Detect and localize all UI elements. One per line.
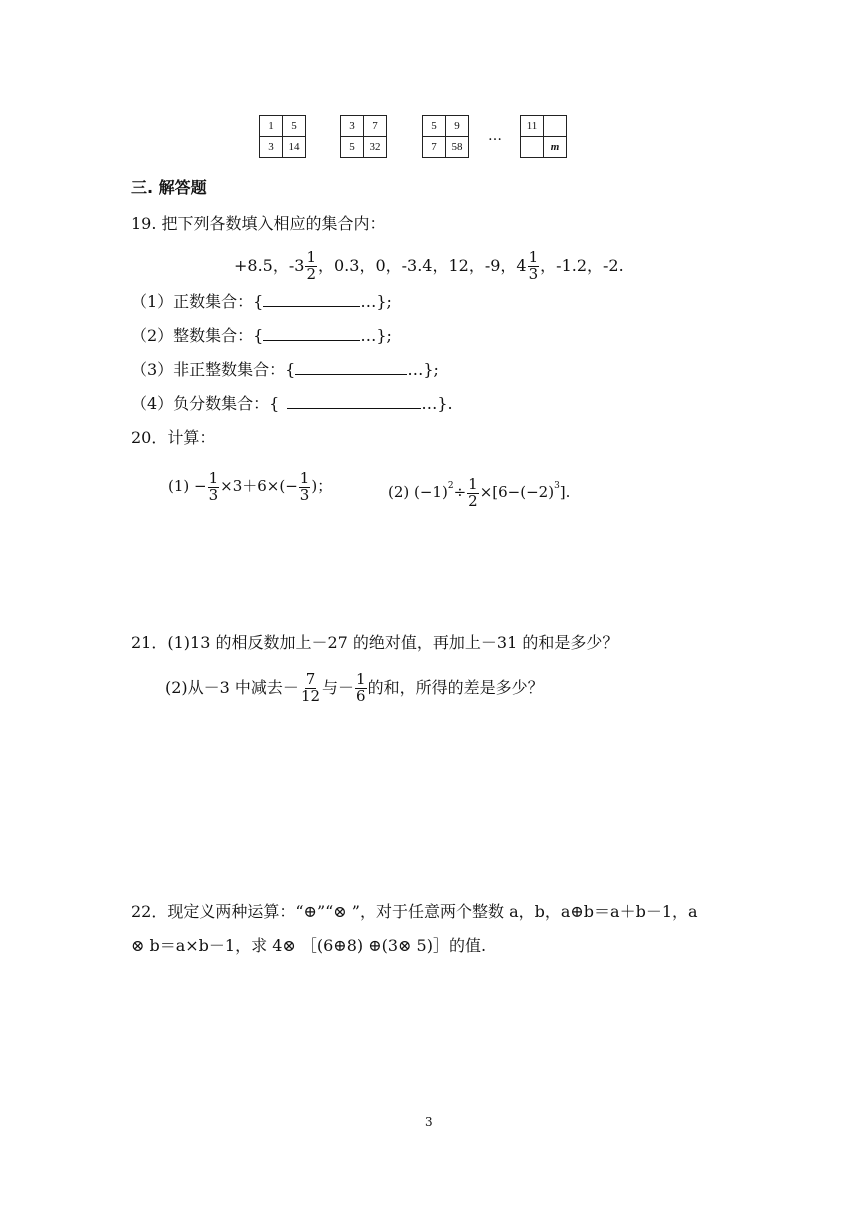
frac-den: 6 [356,687,366,705]
q19-numbers [234,246,624,286]
expr-text: ]. [559,483,571,501]
number-grid-1 [259,115,306,158]
fraction [208,468,220,504]
frac-num: 1 [356,670,366,689]
set-label: （1）正数集合：{ [131,292,264,311]
frac-den: 3 [528,265,539,283]
frac-den: 3 [208,485,219,504]
q22-line2: ⊗ b＝a×b－1，求 4⊗ ［(6⊕8) ⊕(3⊗ 5)］的值. [131,936,487,955]
frac-den: 12 [300,687,321,705]
fraction [355,672,367,705]
expr-text: 的和，所得的差是多少？ [367,678,544,697]
frac-num: 1 [468,474,478,493]
number-grid-4 [520,115,567,158]
set-end: …}; [360,326,392,345]
answer-blank[interactable] [263,326,360,341]
grid-cell: 11 [521,116,544,137]
frac-num: 7 [305,670,316,689]
set-end: …}; [360,292,392,311]
fraction [305,250,317,283]
grid-cell: 1 [260,116,283,137]
grid-cell: 7 [423,137,446,158]
grid-cell: 7 [364,116,387,137]
grid-cell: 32 [364,137,387,158]
set-positive [131,292,392,312]
fraction [467,474,479,510]
fraction [300,672,321,705]
frac-num: 1 [208,468,219,487]
expr-text: ×3＋6×(− [220,477,298,495]
grid-cell: 3 [341,116,364,137]
exponent: 3 [554,481,560,491]
grid-cell: 5 [341,137,364,158]
q19-stem: 19. 把下列各数填入相应的集合内： [131,214,386,233]
set-negative-fraction [131,394,453,414]
grid-cell-m: m [544,137,567,158]
grid-cell: 14 [283,137,306,158]
q20-stem: 20．计算： [131,428,216,447]
expr-text: ÷ [453,483,467,501]
grid-cell: 3 [260,137,283,158]
fraction [299,468,311,504]
answer-blank[interactable] [287,394,421,409]
frac-num: 1 [299,468,310,487]
frac-num: 1 [528,248,539,267]
expr-text: (1) − [168,477,207,495]
frac-den: 2 [306,265,316,283]
numbers-text: ，-1.2，-2. [540,256,624,275]
exponent: 2 [447,481,454,491]
grid-cell: 9 [446,116,469,137]
q22-line1: 22．现定义两种运算：“⊕”“⊗ ”，对于任意两个整数 a，b，a⊕b＝a＋b－1，a [131,902,698,921]
frac-den: 3 [299,485,310,504]
expr-text: )； [311,477,333,495]
grid-cell: 5 [423,116,446,137]
set-label: （2）整数集合：{ [131,326,264,345]
page-number: 3 [425,1115,433,1129]
q21-part1: 21．(1)13 的相反数加上－27 的绝对值，再加上－31 的和是多少？ [131,633,619,652]
grid-ellipsis: … [488,128,502,144]
expr-text: ×[6−(−2) [479,483,555,501]
fraction [528,250,540,283]
grid-cell: 5 [283,116,306,137]
numbers-text: ，0.3，0，-3.4，12，-9，4 [318,256,527,275]
q21-part2 [165,668,544,708]
set-label: （3）非正整数集合：{ [131,360,296,379]
expr-text: 与－ [322,678,355,697]
set-integer [131,326,392,346]
set-end: …}; [407,360,439,379]
grid-cell: 58 [446,137,469,158]
frac-den: 2 [468,491,478,510]
numbers-text: +8.5，-3 [234,256,305,275]
expr-text: (2)从－3 中减去－ [165,678,299,697]
answer-blank[interactable] [263,292,360,307]
number-grid-3 [422,115,469,158]
set-end: …}. [421,394,453,413]
set-label: （4）负分数集合：{ [131,394,280,413]
expr-text: (2) (−1) [388,483,448,501]
grid-cell [544,116,567,137]
q20-part1 [168,466,332,506]
frac-num: 1 [306,248,316,267]
grid-cell [521,137,544,158]
set-nonpositive-integer [131,360,439,380]
number-grid-2 [340,115,387,158]
answer-blank[interactable] [295,360,407,375]
section-title: 三. 解答题 [131,178,207,197]
q20-part2 [388,466,571,510]
